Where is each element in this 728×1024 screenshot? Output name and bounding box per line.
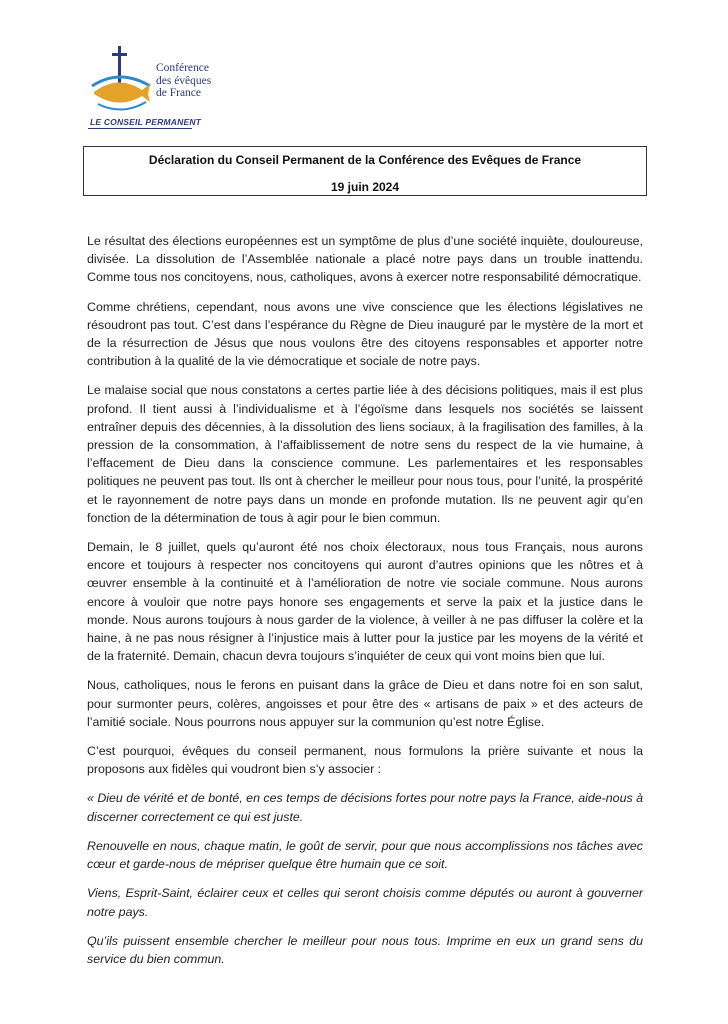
paragraph-6: C’est pourquoi, évêques du conseil permanent, nous formulons la prière suivante et nous la proposons aux fidèles qui voudront bien s’y associer : bbox=[87, 744, 643, 777]
logo-wordmark bbox=[156, 62, 246, 100]
logo-line-1: Conférence bbox=[156, 62, 209, 74]
logo-line-2: des évêques bbox=[156, 74, 212, 87]
paragraph-4: Demain, le 8 juillet, quels qu’auront été nos choix électoraux, nous tous Français, nous aurons encore et toujours à respecter nos concitoyens qui auront d’autres opinions que les nôtres et à œuvrer ensemble à la continuité et à l’amélioration de notre vie sociale commune. Nous aurons encore à vouloir que notre pays honore ses engagements et serve la paix et la justice dans le monde. Nous aurons toujours à nous garder de la violence, à veiller à ne pas diffuser la colère et la haine, à ne pas nous résigner à l’injustice mais à lutter pour la justice par les moyens de la vérité et de la fraternité. Demain, chacun devra toujours s’inquiéter de ceux qui vont moins bien que lui. bbox=[87, 540, 643, 664]
logo-divider bbox=[88, 128, 192, 129]
cef-logo bbox=[84, 44, 234, 130]
document-date: 19 juin 2024 bbox=[330, 180, 400, 194]
prayer-line-3: Viens, Esprit-Saint, éclairer ceux et celles qui seront choisis comme députés ou auront à gouverner notre pays. bbox=[87, 886, 643, 919]
declaration-body bbox=[87, 232, 643, 979]
document-title: Déclaration du Conseil Permanent de la Conférence des Evêques de France bbox=[148, 153, 582, 167]
paragraph-3: Le malaise social que nous constatons a certes partie liée à des décisions politiques, mais il est plus profond. Il tient aussi à l’individualisme et à l’égoïsme dans lesquels nos sociétés se laissent entraîner depuis des décennies, à la dissolution des liens sociaux, à la fragilisation des familles, à la pression de la consommation, à l’affaiblissement de notre sens du respect de la vie humaine, à l’effacement de Dieu dans la conscience commune. Les parlementaires et les responsables politiques ne peuvent pas tout. Ils ont à chercher le meilleur pour nous tous, pour l’unité, la prospérité et le rayonnement de notre pays dans un monde en profonde mutation. Ils ne peuvent agir qu’en fonction de la détermination de tous à agir pour le bien commun. bbox=[87, 383, 643, 525]
logo-line-3: de France bbox=[156, 87, 202, 99]
prayer-line-4: Qu’ils puissent ensemble chercher le meilleur pour nous tous. Imprime en eux un grand sens du service du bien commun. bbox=[87, 933, 643, 966]
paragraph-5: Nous, catholiques, nous le ferons en puisant dans la grâce de Dieu et dans notre foi en son salut, pour surmonter peurs, colères, angoisses et pour être des « artisans de paix » et des acteurs de l’amitié sociale. Nous pourrons nous appuyer sur la communion qu’est notre Église. bbox=[87, 678, 643, 729]
logo-subtitle: LE CONSEIL PERMANENT bbox=[90, 117, 202, 127]
paragraph-2: Comme chrétiens, cependant, nous avons une vive conscience que les élections législatives ne résoudront pas tout. C’est dans l’espérance du Règne de Dieu inauguré par le mystère de la mort et de la résurrection de Jésus que nous voulons être des citoyens responsables et apporter notre contribution à la qualité de la vie démocratique et sociale de notre pays. bbox=[87, 299, 643, 369]
prayer-line-2: Renouvelle en nous, chaque matin, le goût de servir, pour que nous accomplissions nos tâches avec cœur et garde-nous de mépriser quelque être humain que ce soit. bbox=[87, 838, 643, 872]
cross-fish-logo-icon bbox=[84, 44, 156, 116]
prayer-line-1: « Dieu de vérité et de bonté, en ces temps de décisions fortes pour notre pays la France, aide-nous à discerner correctement ce qui est juste. bbox=[87, 791, 643, 824]
title-box bbox=[83, 146, 647, 196]
paragraph-1: Le résultat des élections européennes est un symptôme de plus d’une société inquiète, douloureuse, divisée. La dissolution de l’Assemblée nationale a placé notre pays dans un trouble inattendu. Comme tous nos concitoyens, nous, catholiques, avons à exercer notre responsabilité démocratique. bbox=[87, 234, 643, 285]
